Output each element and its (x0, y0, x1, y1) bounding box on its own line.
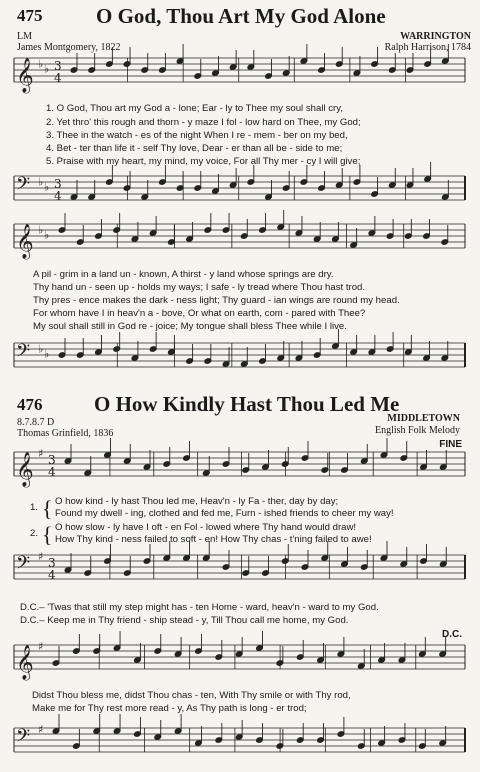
note-head (149, 230, 157, 237)
note-head (154, 734, 162, 741)
note-head (113, 346, 121, 353)
note-head (300, 179, 308, 186)
note-head (441, 355, 449, 362)
staff (14, 58, 465, 82)
note-head (176, 58, 184, 65)
verse-line: 2. Yet thro' this rough and thorn - y maze I fol - low hard on Thee, my God; (46, 117, 361, 128)
note-head (183, 455, 191, 462)
sharp-icon: ♯ (38, 639, 44, 653)
staff (14, 224, 465, 248)
note-head (262, 464, 270, 471)
verse-line: How Thy kind - ness failed to soft - en! How Thy chas - t'ning failed to awe! (55, 534, 372, 545)
note-head (262, 570, 270, 577)
note-head (123, 185, 131, 192)
note-head (439, 651, 447, 658)
note-head (222, 564, 230, 571)
verse-brace: { (42, 496, 53, 521)
note-head (276, 660, 284, 667)
sharp-icon: ♯ (38, 722, 44, 736)
note-head (174, 651, 182, 658)
note-head (240, 233, 248, 240)
note-head (256, 737, 264, 744)
hymn-author: James Montgomery, 1822 (17, 42, 121, 53)
verse-number: 1. (30, 502, 39, 513)
flat-icon: ♭ (38, 223, 44, 237)
note-head (183, 555, 191, 562)
note-head (388, 182, 396, 189)
note-head (93, 648, 101, 655)
staff (14, 555, 465, 579)
note-head (215, 654, 223, 661)
note-head (313, 236, 321, 243)
flat-icon: ♭ (38, 57, 44, 71)
note-head (281, 558, 289, 565)
hymn-title: O God, Thou Art My God Alone (96, 4, 386, 28)
note-head (215, 737, 223, 744)
bass-clef-icon: 𝄢 (16, 341, 31, 366)
note-head (400, 455, 408, 462)
hymn-number: 475 (17, 6, 43, 25)
note-head (73, 743, 81, 750)
note-head (420, 464, 428, 471)
verse-line: 3. Thee in the watch - es of the night When I re - mem - ber on my bed, (46, 130, 348, 141)
treble-clef-icon: 𝄞 (16, 645, 34, 680)
note-head (301, 564, 309, 571)
treble-clef-icon: 𝄞 (16, 58, 34, 93)
flat-icon: ♭ (44, 347, 50, 361)
time-signature: 4 (48, 568, 56, 582)
verse-line: A pil - grim in a land un - known, A thirst - y land whose springs are dry. (33, 269, 334, 280)
tune-name: MIDDLETOWN (387, 413, 460, 424)
note-head (439, 740, 447, 747)
note-head (247, 64, 255, 71)
note-head (141, 67, 149, 74)
time-signature: 3 (48, 556, 56, 570)
note-head (259, 227, 267, 234)
note-head (168, 349, 176, 356)
note-head (64, 458, 72, 465)
note-head (168, 239, 176, 246)
note-head (318, 185, 326, 192)
note-head (212, 70, 220, 77)
note-head (212, 188, 220, 195)
note-head (256, 645, 264, 652)
note-head (52, 660, 60, 667)
treble-clef-icon: 𝄞 (16, 452, 34, 487)
sharp-icon: ♯ (38, 549, 44, 563)
note-head (134, 731, 142, 738)
note-head (73, 648, 81, 655)
note-head (335, 61, 343, 68)
note-head (423, 233, 431, 240)
note-head (222, 361, 230, 368)
hymn-title: O How Kindly Hast Thou Led Me (94, 392, 400, 416)
note-head (360, 458, 368, 465)
note-head (335, 182, 343, 189)
fine-marking: FINE (439, 439, 462, 450)
note-head (123, 61, 131, 68)
note-head (424, 61, 432, 68)
note-head (70, 194, 78, 201)
note-head (104, 558, 112, 565)
note-head (337, 651, 345, 658)
time-signature: 4 (48, 465, 56, 479)
time-signature: 4 (54, 71, 62, 85)
note-head (350, 242, 358, 249)
staff (14, 176, 465, 200)
flat-icon: ♭ (44, 62, 50, 76)
note-head (195, 740, 203, 747)
verse-line: Make me for Thy rest more read - y, As Thy path is long - er trod; (32, 703, 307, 714)
note-head (265, 73, 273, 80)
note-head (222, 461, 230, 468)
verse-line: Thy hand un - seen up - holds my ways; I safe - ly tread where Thou hast trod. (33, 282, 366, 293)
note-head (295, 230, 303, 237)
hymn-meter: LM (17, 31, 32, 42)
note-head (300, 58, 308, 65)
note-head (240, 361, 248, 368)
note-head (123, 458, 131, 465)
verse-line: O how kind - ly hast Thou led me, Heav'n - ly Fa - ther, day by day; (55, 496, 339, 507)
note-head (222, 227, 230, 234)
sharp-icon: ♯ (38, 446, 44, 460)
note-head (420, 558, 428, 565)
time-signature: 3 (48, 453, 56, 467)
note-head (353, 70, 361, 77)
note-head (398, 737, 406, 744)
note-head (406, 182, 414, 189)
note-head (400, 561, 408, 568)
note-head (296, 654, 304, 661)
note-head (360, 564, 368, 571)
note-head (104, 452, 112, 459)
note-head (318, 67, 326, 74)
note-head (332, 343, 340, 350)
note-head (357, 743, 365, 750)
verse-line: For whom have I in heav'n a - bove, Or what on earth, com - pared with Thee? (33, 308, 366, 319)
verse-brace: { (42, 522, 53, 547)
note-head (388, 67, 396, 74)
verse-line: D.C.– Keep me in Thy friend - ship stead - y, Till Thou call me home, my God. (20, 615, 349, 626)
note-head (442, 58, 450, 65)
note-head (235, 734, 243, 741)
note-head (406, 67, 414, 74)
note-head (439, 561, 447, 568)
note-head (131, 355, 139, 362)
note-head (398, 657, 406, 664)
time-signature: 4 (54, 189, 62, 203)
note-head (176, 185, 184, 192)
note-head (296, 737, 304, 744)
note-head (265, 194, 273, 201)
note-head (58, 352, 66, 359)
time-signature: 3 (54, 177, 62, 191)
treble-clef-icon: 𝄞 (16, 224, 34, 259)
note-head (88, 194, 96, 201)
note-head (143, 558, 151, 565)
verse-line: D.C.– 'Twas that still my step might has - ten Home - ward, heav'n - ward to my God. (20, 602, 379, 613)
note-head (423, 355, 431, 362)
note-head (341, 561, 349, 568)
note-head (380, 555, 388, 562)
note-head (350, 349, 358, 356)
note-head (95, 233, 103, 240)
note-head (76, 352, 84, 359)
note-head (321, 467, 329, 474)
note-head (131, 236, 139, 243)
note-head (386, 233, 394, 240)
note-head (424, 176, 432, 183)
note-head (353, 179, 361, 186)
note-head (378, 657, 386, 664)
tune-name: WARRINGTON (400, 31, 471, 42)
verse-line: Thy pres - ence makes the dark - ness light; Thy guard - ian wings are round my head. (33, 295, 400, 306)
note-head (186, 236, 194, 243)
time-signature: 3 (54, 59, 62, 73)
note-head (163, 555, 171, 562)
verse-line: Found my dwell - ing, clothed and fed me, Furn - ished friends to cheer my way! (55, 508, 394, 519)
note-head (242, 467, 250, 474)
note-head (321, 555, 329, 562)
note-head (281, 461, 289, 468)
note-head (52, 728, 60, 735)
staff (14, 452, 465, 476)
note-head (70, 67, 78, 74)
hymn-author: Thomas Grinfield, 1836 (17, 428, 114, 439)
note-head (371, 191, 379, 198)
verse-line: My soul shall still in God re - joice; My tongue shall bless Thee while I live. (33, 321, 347, 332)
flat-icon: ♭ (44, 228, 50, 242)
verse-line: 1. O God, Thou art my God a - lone; Ear - ly to Thee my soul shall cry, (46, 103, 343, 114)
note-head (282, 70, 290, 77)
note-head (202, 470, 210, 477)
note-head (154, 648, 162, 655)
bass-clef-icon: 𝄢 (16, 174, 31, 199)
note-head (159, 179, 167, 186)
note-head (295, 355, 303, 362)
note-head (242, 570, 250, 577)
staff (14, 645, 465, 669)
dc-marking: D.C. (442, 629, 462, 640)
note-head (282, 185, 290, 192)
note-head (439, 464, 447, 471)
verse-line: 4. Bet - ter than life it - self Thy love, Dear - er than all be - side to me; (46, 143, 343, 154)
note-head (259, 358, 267, 365)
note-head (313, 352, 321, 359)
note-head (194, 185, 202, 192)
note-head (113, 728, 121, 735)
flat-icon: ♭ (38, 175, 44, 189)
note-head (58, 227, 66, 234)
hymn-number: 476 (17, 395, 43, 414)
note-head (123, 570, 131, 577)
note-head (93, 728, 101, 735)
note-head (186, 358, 194, 365)
note-head (174, 728, 182, 735)
flat-icon: ♭ (38, 342, 44, 356)
verse-number: 2. (30, 528, 39, 539)
note-head (276, 743, 284, 750)
bass-clef-icon: 𝄢 (16, 553, 31, 578)
hymn-meter: 8.7.8.7 D (17, 417, 55, 428)
note-head (106, 179, 114, 186)
note-head (204, 227, 212, 234)
note-head (441, 239, 449, 246)
note-head (88, 67, 96, 74)
note-head (84, 470, 92, 477)
note-head (159, 67, 167, 74)
verse-line: O how slow - ly have I oft - en Fol - lowed where Thy hand would draw! (55, 522, 357, 533)
note-head (141, 194, 149, 201)
note-head (64, 567, 72, 574)
note-head (134, 657, 142, 664)
note-head (378, 740, 386, 747)
note-head (341, 467, 349, 474)
note-head (106, 61, 114, 68)
note-head (76, 239, 84, 246)
note-head (317, 737, 325, 744)
note-head (204, 358, 212, 365)
bass-clef-icon: 𝄢 (16, 726, 31, 751)
note-head (301, 455, 309, 462)
note-head (235, 651, 243, 658)
note-head (419, 743, 427, 750)
note-head (113, 645, 121, 652)
note-head (229, 182, 237, 189)
note-head (317, 657, 325, 664)
note-head (95, 349, 103, 356)
note-head (277, 224, 285, 231)
note-head (337, 731, 345, 738)
note-head (202, 555, 210, 562)
note-head (247, 179, 255, 186)
note-head (149, 346, 157, 353)
verse-line: 5. Praise with my heart, my mind, my voice, For all Thy mer - cy I will give; (46, 156, 361, 167)
note-head (163, 461, 171, 468)
hymn-composer: Ralph Harrison, 1784 (384, 42, 471, 53)
note-head (143, 464, 151, 471)
hymn-composer: English Folk Melody (374, 425, 460, 436)
note-head (380, 452, 388, 459)
note-head (229, 64, 237, 71)
note-head (368, 349, 376, 356)
note-head (277, 355, 285, 362)
flat-icon: ♭ (44, 180, 50, 194)
verse-line: Didst Thou bless me, didst Thou chas - ten, With Thy smile or with Thy rod, (32, 690, 351, 701)
note-head (419, 651, 427, 658)
note-head (194, 73, 202, 80)
note-head (371, 61, 379, 68)
note-head (386, 346, 394, 353)
note-head (368, 230, 376, 237)
note-head (442, 194, 450, 201)
staff (14, 728, 465, 752)
note-head (357, 663, 365, 670)
note-head (405, 233, 413, 240)
note-head (84, 570, 92, 577)
staff (14, 343, 465, 367)
note-head (195, 648, 203, 655)
note-head (332, 236, 340, 243)
note-head (113, 227, 121, 234)
note-head (405, 349, 413, 356)
